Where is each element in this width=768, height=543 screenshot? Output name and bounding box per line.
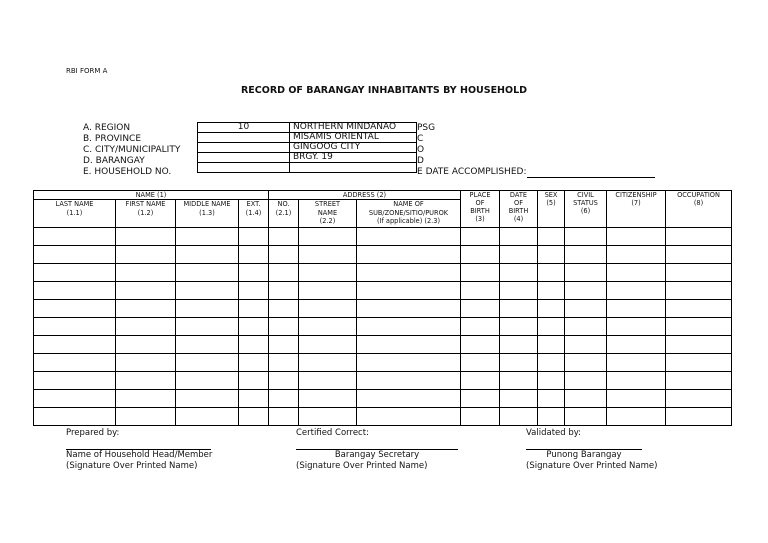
city-label: C. CITY/MUNICIPALITY: [83, 145, 181, 155]
table-cell[interactable]: [357, 390, 461, 408]
table-cell[interactable]: [269, 300, 299, 318]
table-cell[interactable]: [176, 300, 239, 318]
region-code[interactable]: 10: [198, 123, 290, 133]
last-name-line-1: LAST NAME: [55, 200, 94, 208]
table-cell[interactable]: [269, 264, 299, 282]
table-cell[interactable]: [116, 246, 176, 264]
first-name-header: [116, 200, 176, 228]
region-label: A. REGION: [83, 123, 131, 133]
table-cell[interactable]: [538, 390, 565, 408]
city-name[interactable]: GINGOOG CITY: [290, 143, 417, 153]
table-cell[interactable]: [239, 264, 269, 282]
table-cell[interactable]: [357, 372, 461, 390]
household-no-label: E. HOUSEHOLD NO.: [83, 167, 172, 177]
table-cell[interactable]: [666, 336, 732, 354]
table-cell[interactable]: [116, 336, 176, 354]
table-cell[interactable]: [666, 372, 732, 390]
subzone-line-1: NAME OF: [393, 200, 424, 208]
table-cell[interactable]: [34, 408, 116, 426]
table-cell[interactable]: [269, 282, 299, 300]
table-cell[interactable]: [607, 372, 666, 390]
table-cell[interactable]: [34, 246, 116, 264]
table-cell[interactable]: [538, 228, 565, 246]
table-cell[interactable]: [239, 282, 269, 300]
table-row: [34, 264, 732, 282]
table-cell[interactable]: [34, 282, 116, 300]
table-cell[interactable]: [500, 282, 538, 300]
ext-header: [239, 200, 269, 228]
table-cell[interactable]: [357, 336, 461, 354]
table-cell[interactable]: [565, 372, 607, 390]
table-cell[interactable]: [239, 408, 269, 426]
table-cell[interactable]: [538, 282, 565, 300]
table-cell[interactable]: [116, 264, 176, 282]
table-cell[interactable]: [269, 228, 299, 246]
table-row: [34, 336, 732, 354]
table-cell[interactable]: [607, 408, 666, 426]
table-cell[interactable]: [461, 336, 500, 354]
date-of-birth-line-4: (4): [513, 215, 524, 223]
table-cell[interactable]: [461, 390, 500, 408]
table-cell[interactable]: [461, 282, 500, 300]
table-cell[interactable]: [176, 264, 239, 282]
punong-barangay-label: Punong Barangay: [546, 450, 622, 460]
house-no-line-1: NO.: [277, 200, 290, 208]
table-cell[interactable]: [116, 228, 176, 246]
province-code[interactable]: [198, 133, 290, 143]
table-cell[interactable]: [299, 372, 357, 390]
table-cell[interactable]: [666, 390, 732, 408]
table-cell[interactable]: [461, 246, 500, 264]
date-of-birth-line-1: DATE: [509, 191, 528, 199]
prepared-by-label: Prepared by:: [66, 428, 120, 438]
place-of-birth-line-2: OF: [475, 199, 485, 207]
table-cell[interactable]: [116, 372, 176, 390]
table-cell[interactable]: [565, 318, 607, 336]
table-cell[interactable]: [299, 300, 357, 318]
form-title: RECORD OF BARANGAY INHABITANTS BY HOUSEHOLD: [240, 85, 528, 96]
table-cell[interactable]: [666, 228, 732, 246]
table-cell[interactable]: [269, 408, 299, 426]
name-group-header: NAME (1): [34, 191, 269, 200]
address-group-header: ADDRESS (2): [269, 191, 461, 200]
table-cell[interactable]: [299, 408, 357, 426]
civil-status-line-2: STATUS: [573, 199, 598, 207]
table-cell[interactable]: [239, 228, 269, 246]
barangay-label: D. BARANGAY: [83, 156, 145, 166]
date-accomplished-field[interactable]: [527, 168, 655, 178]
last-name-header: [34, 200, 116, 228]
table-cell[interactable]: [269, 246, 299, 264]
table-cell[interactable]: [538, 264, 565, 282]
citizenship-line-1: CITIZENSHIP: [615, 191, 657, 199]
psg-code-letter-5: E: [417, 167, 423, 177]
table-cell[interactable]: [461, 228, 500, 246]
table-cell[interactable]: [176, 318, 239, 336]
table-cell[interactable]: [176, 282, 239, 300]
table-row: [34, 318, 732, 336]
table-cell[interactable]: [239, 300, 269, 318]
city-code[interactable]: [198, 143, 290, 153]
table-cell[interactable]: [500, 246, 538, 264]
table-cell[interactable]: [239, 318, 269, 336]
table-cell[interactable]: [607, 246, 666, 264]
table-cell[interactable]: [666, 354, 732, 372]
inhabitants-table: [33, 190, 732, 426]
table-cell[interactable]: [34, 318, 116, 336]
place-of-birth-line-4: (3): [475, 215, 485, 223]
subzone-line-2: SUB/ZONE/SITIO/PUROK: [368, 208, 449, 217]
middle-name-line-2: (1.3): [199, 208, 215, 217]
table-cell[interactable]: [538, 372, 565, 390]
table-cell[interactable]: [607, 300, 666, 318]
table-cell[interactable]: [500, 390, 538, 408]
table-cell[interactable]: [357, 228, 461, 246]
table-cell[interactable]: [269, 390, 299, 408]
table-cell[interactable]: [34, 228, 116, 246]
table-cell[interactable]: [500, 300, 538, 318]
table-cell[interactable]: [607, 390, 666, 408]
table-cell[interactable]: [239, 354, 269, 372]
table-cell[interactable]: [176, 372, 239, 390]
table-cell[interactable]: [538, 300, 565, 318]
civil-status-header: [565, 191, 607, 228]
table-cell[interactable]: [565, 336, 607, 354]
occupation-line-2: (8): [693, 199, 704, 207]
table-cell[interactable]: [461, 264, 500, 282]
table-cell[interactable]: [666, 282, 732, 300]
middle-name-header: [176, 200, 239, 228]
table-cell[interactable]: [239, 372, 269, 390]
table-cell[interactable]: [666, 318, 732, 336]
table-cell[interactable]: [299, 318, 357, 336]
table-cell[interactable]: [299, 246, 357, 264]
table-cell[interactable]: [176, 228, 239, 246]
psg-code-letter-4: D: [417, 156, 424, 166]
table-cell[interactable]: [666, 300, 732, 318]
sex-header: [538, 191, 565, 228]
household-code[interactable]: [198, 163, 290, 173]
table-cell[interactable]: [461, 372, 500, 390]
region-name[interactable]: NORTHERN MINDANAO: [290, 123, 417, 133]
table-cell[interactable]: [565, 390, 607, 408]
table-cell[interactable]: [116, 354, 176, 372]
table-cell[interactable]: [500, 408, 538, 426]
table-row: [34, 282, 732, 300]
barangay-code[interactable]: [198, 153, 290, 163]
place-of-birth-header: [461, 191, 500, 228]
certified-correct-label: Certified Correct:: [296, 428, 369, 438]
household-head-signature-note: (Signature Over Printed Name): [66, 461, 198, 471]
table-cell[interactable]: [607, 354, 666, 372]
form-code: RBI FORM A: [66, 67, 108, 75]
table-cell[interactable]: [607, 282, 666, 300]
table-cell[interactable]: [565, 264, 607, 282]
table-cell[interactable]: [565, 408, 607, 426]
table-cell[interactable]: [357, 264, 461, 282]
barangay-name[interactable]: BRGY. 19: [290, 153, 417, 163]
table-row: [34, 246, 732, 264]
city-row: [198, 143, 417, 153]
province-label: B. PROVINCE: [83, 134, 142, 144]
table-cell[interactable]: [176, 336, 239, 354]
barangay-secretary-label: Barangay Secretary: [334, 450, 420, 460]
table-cell[interactable]: [34, 336, 116, 354]
street-name-header: [299, 200, 357, 228]
table-cell[interactable]: [607, 336, 666, 354]
table-cell[interactable]: [357, 300, 461, 318]
punong-barangay-signature-note: (Signature Over Printed Name): [526, 461, 658, 471]
table-cell[interactable]: [176, 390, 239, 408]
province-name[interactable]: MISAMIS ORIENTAL: [290, 133, 417, 143]
table-cell[interactable]: [299, 354, 357, 372]
table-cell[interactable]: [116, 282, 176, 300]
street-name-line-1: STREET: [314, 200, 341, 208]
table-row: [34, 300, 732, 318]
last-name-line-2: (1.1): [66, 208, 83, 217]
psg-code-letter-1: PSG: [417, 123, 436, 133]
table-cell[interactable]: [538, 246, 565, 264]
street-name-line-3: (2.2): [319, 217, 336, 226]
table-cell[interactable]: [538, 336, 565, 354]
table-cell[interactable]: [269, 372, 299, 390]
occupation-header: [666, 191, 732, 228]
occupation-line-1: OCCUPATION: [677, 191, 720, 199]
subzone-line-3: (If applicable) (2.3): [376, 217, 441, 226]
table-cell[interactable]: [666, 246, 732, 264]
psg-code-letter-2: C: [417, 134, 424, 144]
civil-status-line-3: (6): [580, 207, 591, 215]
table-cell[interactable]: [607, 228, 666, 246]
table-cell[interactable]: [461, 300, 500, 318]
citizenship-line-2: (7): [631, 199, 641, 207]
table-cell[interactable]: [607, 264, 666, 282]
table-cell[interactable]: [500, 264, 538, 282]
citizenship-header: [607, 191, 666, 228]
table-cell[interactable]: [239, 336, 269, 354]
table-cell[interactable]: [34, 264, 116, 282]
table-cell[interactable]: [500, 228, 538, 246]
table-cell[interactable]: [565, 354, 607, 372]
street-name-line-2: NAME: [317, 208, 338, 217]
household-head-label: Name of Household Head/Member: [66, 450, 213, 460]
table-cell[interactable]: [500, 318, 538, 336]
table-cell[interactable]: [565, 228, 607, 246]
table-cell[interactable]: [299, 228, 357, 246]
table-cell[interactable]: [116, 300, 176, 318]
middle-name-line-1: MIDDLE NAME: [183, 200, 231, 208]
location-table: [197, 122, 417, 173]
table-cell[interactable]: [666, 264, 732, 282]
house-no-line-2: (2.1): [275, 208, 292, 217]
table-cell[interactable]: [239, 390, 269, 408]
table-cell[interactable]: [34, 354, 116, 372]
table-cell[interactable]: [500, 372, 538, 390]
date-of-birth-line-3: BIRTH: [508, 207, 529, 215]
table-cell[interactable]: [299, 336, 357, 354]
table-cell[interactable]: [357, 354, 461, 372]
table-cell[interactable]: [565, 300, 607, 318]
household-name[interactable]: [290, 163, 417, 173]
household-row: [198, 163, 417, 173]
table-row: [34, 408, 732, 426]
table-cell[interactable]: [607, 318, 666, 336]
sex-line-1: SEX: [544, 191, 558, 199]
barangay-row: [198, 153, 417, 163]
table-cell[interactable]: [500, 336, 538, 354]
table-cell[interactable]: [176, 354, 239, 372]
header-row-1: [34, 191, 732, 200]
table-cell[interactable]: [269, 354, 299, 372]
table-cell[interactable]: [239, 246, 269, 264]
house-no-header: [269, 200, 299, 228]
table-cell[interactable]: [461, 354, 500, 372]
table-cell[interactable]: [116, 318, 176, 336]
table-cell[interactable]: [538, 408, 565, 426]
first-name-line-2: (1.2): [137, 208, 154, 217]
table-cell[interactable]: [34, 372, 116, 390]
province-row: [198, 133, 417, 143]
table-cell[interactable]: [538, 354, 565, 372]
table-cell[interactable]: [299, 264, 357, 282]
table-cell[interactable]: [357, 282, 461, 300]
subzone-header: [357, 200, 461, 228]
table-cell[interactable]: [299, 390, 357, 408]
table-cell[interactable]: [176, 246, 239, 264]
date-of-birth-header: [500, 191, 538, 228]
table-cell[interactable]: [565, 246, 607, 264]
table-cell[interactable]: [357, 318, 461, 336]
table-cell[interactable]: [357, 408, 461, 426]
table-cell[interactable]: [538, 318, 565, 336]
table-cell[interactable]: [269, 336, 299, 354]
table-cell[interactable]: [565, 282, 607, 300]
table-cell[interactable]: [299, 282, 357, 300]
date-of-birth-line-2: OF: [514, 199, 523, 207]
region-row: [198, 123, 417, 133]
table-row: [34, 228, 732, 246]
table-row: [34, 354, 732, 372]
table-row: [34, 372, 732, 390]
ext-line-1: EXT.: [246, 200, 261, 208]
first-name-line-1: FIRST NAME: [125, 200, 166, 208]
table-row: [34, 390, 732, 408]
table-cell[interactable]: [500, 354, 538, 372]
secretary-signature-note: (Signature Over Printed Name): [296, 461, 428, 471]
table-cell[interactable]: [34, 300, 116, 318]
table-cell[interactable]: [461, 318, 500, 336]
ext-line-2: (1.4): [245, 208, 262, 217]
table-body: [34, 228, 732, 426]
place-of-birth-line-1: PLACE: [469, 191, 491, 199]
date-accomplished-row: [417, 167, 655, 178]
civil-status-line-1: CIVIL: [577, 191, 594, 199]
table-cell[interactable]: [116, 408, 176, 426]
psg-code-letter-3: O: [417, 145, 425, 155]
table-cell[interactable]: [176, 408, 239, 426]
table-cell[interactable]: [461, 408, 500, 426]
table-cell[interactable]: [34, 390, 116, 408]
sex-line-2: (5): [546, 199, 556, 207]
table-cell[interactable]: [357, 246, 461, 264]
table-cell[interactable]: [666, 408, 732, 426]
validated-by-label: Validated by:: [526, 428, 582, 438]
table-cell[interactable]: [269, 318, 299, 336]
place-of-birth-line-3: BIRTH: [470, 207, 490, 215]
table-cell[interactable]: [116, 390, 176, 408]
date-accomplished-label: DATE ACCOMPLISHED:: [425, 167, 527, 177]
